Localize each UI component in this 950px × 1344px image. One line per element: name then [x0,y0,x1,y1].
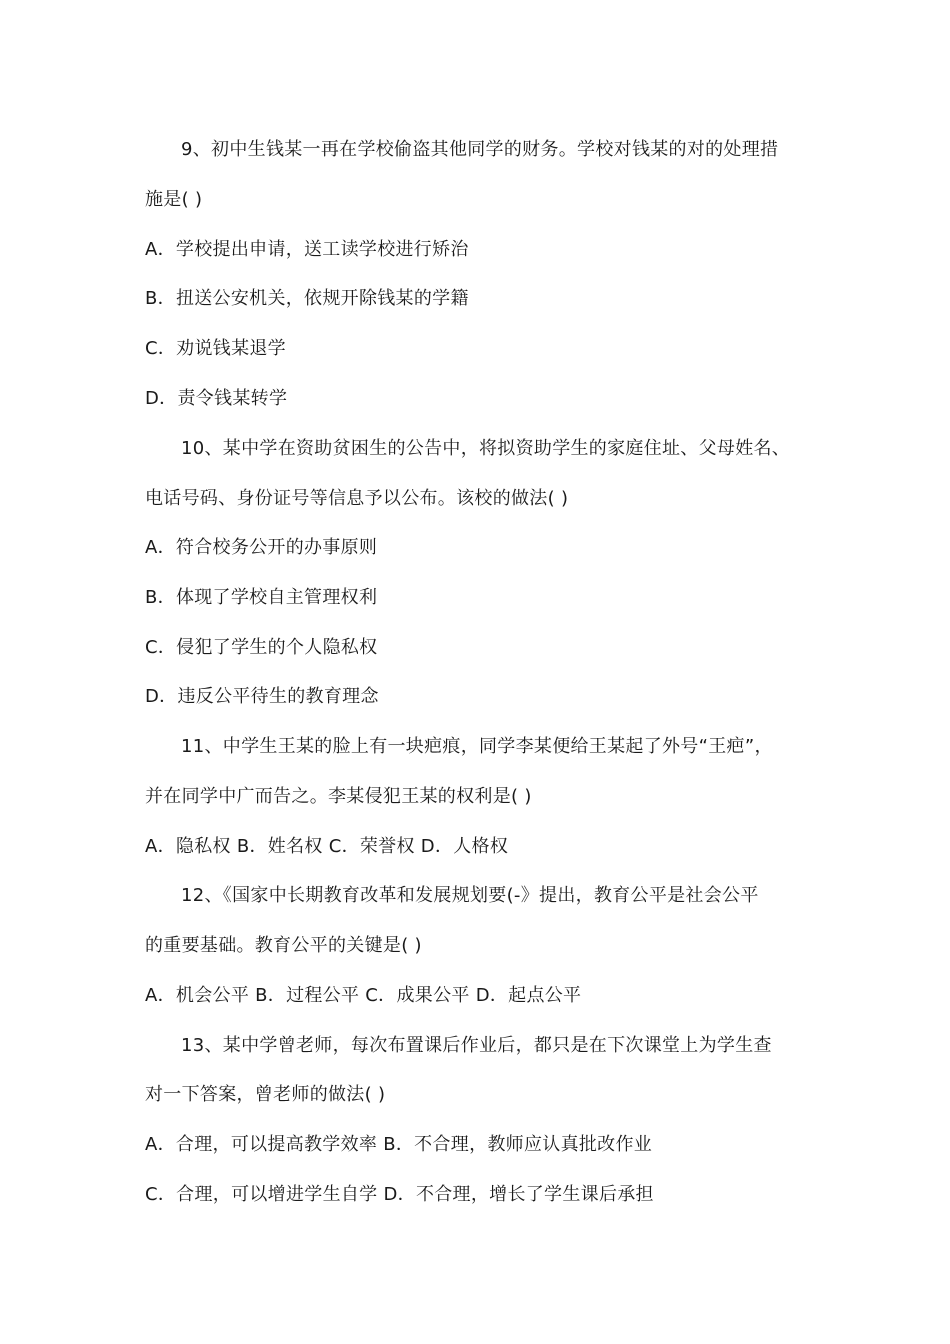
question-12-stem-line-2: 的重要基础。教育公平的关键是( ) [145,935,422,956]
question-10-stem-line-2: 电话号码、身份证号等信息予以公布。该校的做法( ) [145,488,569,509]
question-13-options-line-2: C．合理，可以增进学生自学 D．不合理，增长了学生课后承担 [145,1184,654,1205]
question-9-option-c: C．劝说钱某退学 [145,338,286,359]
question-11-stem-line-2: 并在同学中广而告之。李某侵犯王某的权利是( ) [145,786,532,807]
question-12-stem-line-1: 12、《国家中长期教育改革和发展规划要(-》提出，教育公平是社会公平 [181,885,759,906]
question-12-options: A．机会公平 B．过程公平 C．成果公平 D．起点公平 [145,985,582,1006]
question-10-option-b: B．体现了学校自主管理权利 [145,587,378,608]
question-9-stem-line-1: 9、初中生钱某一再在学校偷盗其他同学的财务。学校对钱某的对的处理措 [181,139,779,160]
question-9-option-b: B．扭送公安机关，依规开除钱某的学籍 [145,288,469,309]
question-9-stem-line-2: 施是( ) [145,189,203,210]
question-13-stem-line-1: 13、某中学曾老师，每次布置课后作业后，都只是在下次课堂上为学生查 [181,1035,772,1056]
question-10-option-d: D．违反公平待生的教育理念 [145,686,379,707]
question-13-stem-line-2: 对一下答案，曾老师的做法( ) [145,1084,386,1105]
question-10-option-a: A．符合校务公开的办事原则 [145,537,378,558]
question-11-options: A．隐私权 B．姓名权 C．荣誉权 D．人格权 [145,836,509,857]
question-10-stem-line-1: 10、某中学在资助贫困生的公告中，将拟资助学生的家庭住址、父母姓名、 [181,438,791,459]
question-9-option-a: A．学校提出申请，送工读学校进行矫治 [145,239,469,260]
question-10-option-c: C．侵犯了学生的个人隐私权 [145,637,378,658]
question-9-option-d: D．责令钱某转学 [145,388,288,409]
question-13-options-line-1: A．合理，可以提高教学效率 B．不合理，教师应认真批改作业 [145,1134,653,1155]
question-11-stem-line-1: 11、中学生王某的脸上有一块疤痕，同学李某便给王某起了外号“王疤”， [181,736,773,757]
